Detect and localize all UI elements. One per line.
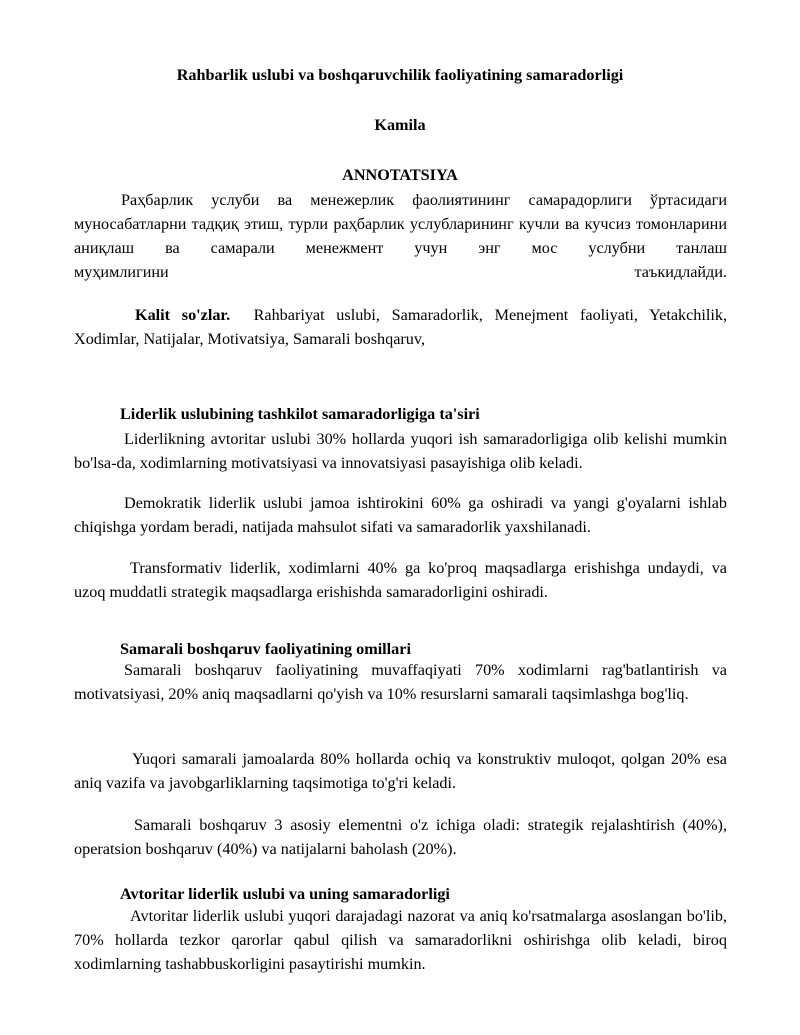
- keywords-list: Rahbariyat uslubi, Samaradorlik, Menejment faoliyati, Yetakchilik, Xodimlar, Natijalar, Motivatsiya, Samarali boshqaruv,: [74, 306, 728, 348]
- paragraph-text: Transformativ liderlik, xodimlarni 40% ga ko'proq maqsadlarga erishishga undaydi, va uzoq muddatli strategik maqsadlarga erishishda samaradorligini oshiradi.: [74, 559, 727, 601]
- section-1-paragraph-1: [74, 427, 727, 475]
- annotation-text: Раҳбарлик услуби ва менежерлик фаолиятининг самарадорлиги ўртасидаги муносабатларни тадқиқ этиш, турли раҳбарлик услубларининг кучли ва кучсиз томонларини аниқлаш ва самарали менежмент учун энг мос услубни танлаш: [74, 191, 727, 257]
- section-heading-effective-management: Samarali boshqaruv faoliyatining omillari: [120, 640, 411, 658]
- section-1-paragraph-3: [74, 556, 727, 604]
- annotation-word-right: таъкидлайди.: [634, 263, 727, 281]
- section-1-paragraph-2: [74, 491, 727, 539]
- annotation-word-left: муҳимлигини: [74, 263, 169, 281]
- section-2-paragraph-3: [74, 813, 727, 861]
- annotation-paragraph: [74, 188, 727, 284]
- paragraph-text: Liderlikning avtoritar uslubi 30% hollarda yuqori ish samaradorligiga olib kelishi mumkin bo'lsa-da, xodimlarning motivatsiyasi va innovatsiyasi pasayishiga olib keladi.: [74, 430, 727, 472]
- section-heading-leadership-impact: Liderlik uslubining tashkilot samaradorligiga ta'siri: [120, 405, 480, 423]
- keywords-paragraph: [74, 303, 727, 351]
- section-heading-authoritarian-style: Avtoritar liderlik uslubi va uning samaradorligi: [120, 885, 450, 903]
- annotation-heading: ANNOTATSIYA: [342, 166, 458, 184]
- section-2-paragraph-1: [74, 658, 727, 706]
- paragraph-text: Avtoritar liderlik uslubi yuqori darajadagi nazorat va aniq ko'rsatmalarga asoslangan bo'lib, 70% hollarda tezkor qarorlar qabul qilish va samaradorlikni oshirishga olib keladi, biroq xodimlarning tashabbuskorligini pasaytirishi mumkin.: [74, 907, 727, 973]
- paragraph-text: Yuqori samarali jamoalarda 80% hollarda ochiq va konstruktiv muloqot, qolgan 20% esa aniq vazifa va javobgarliklarning taqsimotiga to'g'ri keladi.: [74, 750, 727, 792]
- keywords-text: [74, 303, 727, 351]
- paragraph-text: Samarali boshqaruv faoliyatining muvaffaqiyati 70% xodimlarni rag'batlantirish va motivatsiyasi, 20% aniq maqsadlarni qo'yish va 10% resurslarni samarali taqsimlashga bog'liq.: [74, 661, 727, 703]
- section-3-paragraph-1: [74, 904, 727, 976]
- author-name: Kamila: [374, 116, 426, 134]
- section-2-paragraph-2: [74, 747, 727, 795]
- document-title: Rahbarlik uslubi va boshqaruvchilik faoliyatining samaradorligi: [176, 66, 624, 84]
- paragraph-text: Samarali boshqaruv 3 asosiy elementni o'z ichiga oladi: strategik rejalashtirish (40%), operatsion boshqaruv (40%) va natijalarni baholash (20%).: [74, 816, 727, 858]
- paragraph-text: Demokratik liderlik uslubi jamoa ishtirokini 60% ga oshiradi va yangi g'oyalarni ishlab chiqishga yordam beradi, natijada mahsulot sifati va samaradorlik yaxshilanadi.: [74, 494, 727, 536]
- annotation-last-line: [74, 260, 727, 284]
- keywords-label: Kalit so'zlar.: [135, 306, 231, 324]
